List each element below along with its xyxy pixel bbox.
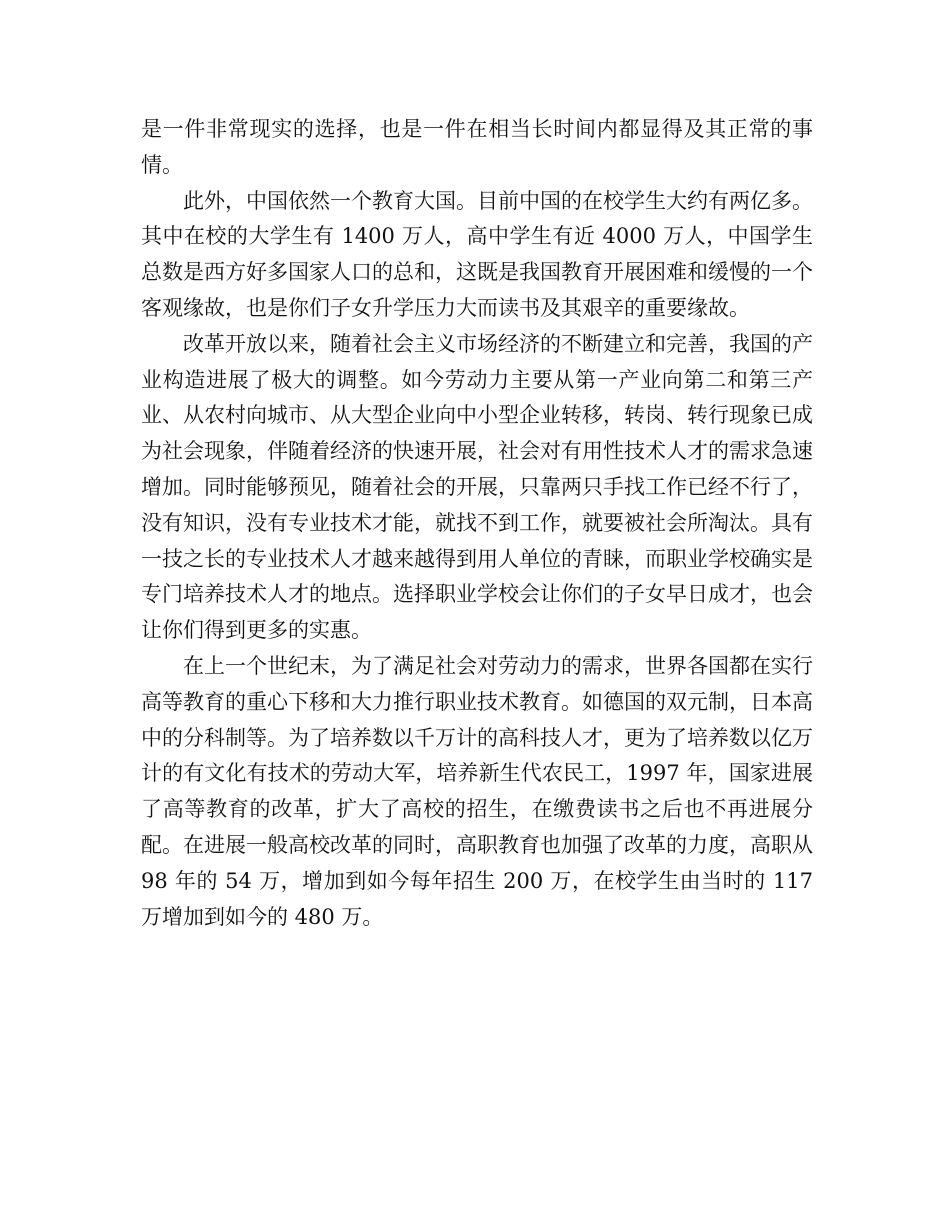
paragraph-education-scale: 此外，中国依然一个教育大国。目前中国的在校学生大约有两亿多。其中在校的大学生有 1400 万人，高中学生有近 4000 万人，中国学生总数是西方好多国家人口的总和，这既是我国教育开展困难和缓慢的一个客观缘故，也是你们子女升学压力大而读书及其艰辛的重要缘故。: [141, 188, 813, 320]
paragraph-higher-education-reform: 在上一个世纪末，为了满足社会对劳动力的需求，世界各国都在实行高等教育的重心下移和大力推行职业技术教育。如德国的双元制，日本高中的分科制等。为了培养数以千万计的高科技人才，更为了培养数以亿万计的有文化有技术的劳动大军，培养新生代农民工，1997 年，国家进展了高等教育的改革，扩大了高校的招生，在缴费读书之后也不再进展分配。在进展一般高校改革的同时，高职教育也加强了改革的力度，高职从 98 年的 54 万，增加到如今每年招生 200 万，在校学生由当时的 117 万增加到如今的 480 万。: [141, 653, 813, 929]
paragraph-industry-structure: 改革开放以来，随着社会主义市场经济的不断建立和完善，我国的产业构造进展了极大的调整。如今劳动力主要从第一产业向第二和第三产业、从农村向城市、从大型企业向中小型企业转移，转岗、转行现象已成为社会现象，伴随着经济的快速开展，社会对有用性技术人才的需求急速增加。同时能够预见，随着社会的开展，只靠两只手找工作已经不行了，没有知识，没有专业技术才能，就找不到工作，就要被社会所淘汰。具有一技之长的专业技术人才越来越得到用人单位的青睐，而职业学校确实是专门培养技术人才的地点。选择职业学校会让你们的子女早日成才，也会让你们得到更多的实惠。: [141, 331, 813, 643]
paragraph-continuation: 是一件非常现实的选择，也是一件在相当长时间内都显得及其正常的事情。: [141, 117, 813, 177]
document-body: [141, 112, 813, 935]
